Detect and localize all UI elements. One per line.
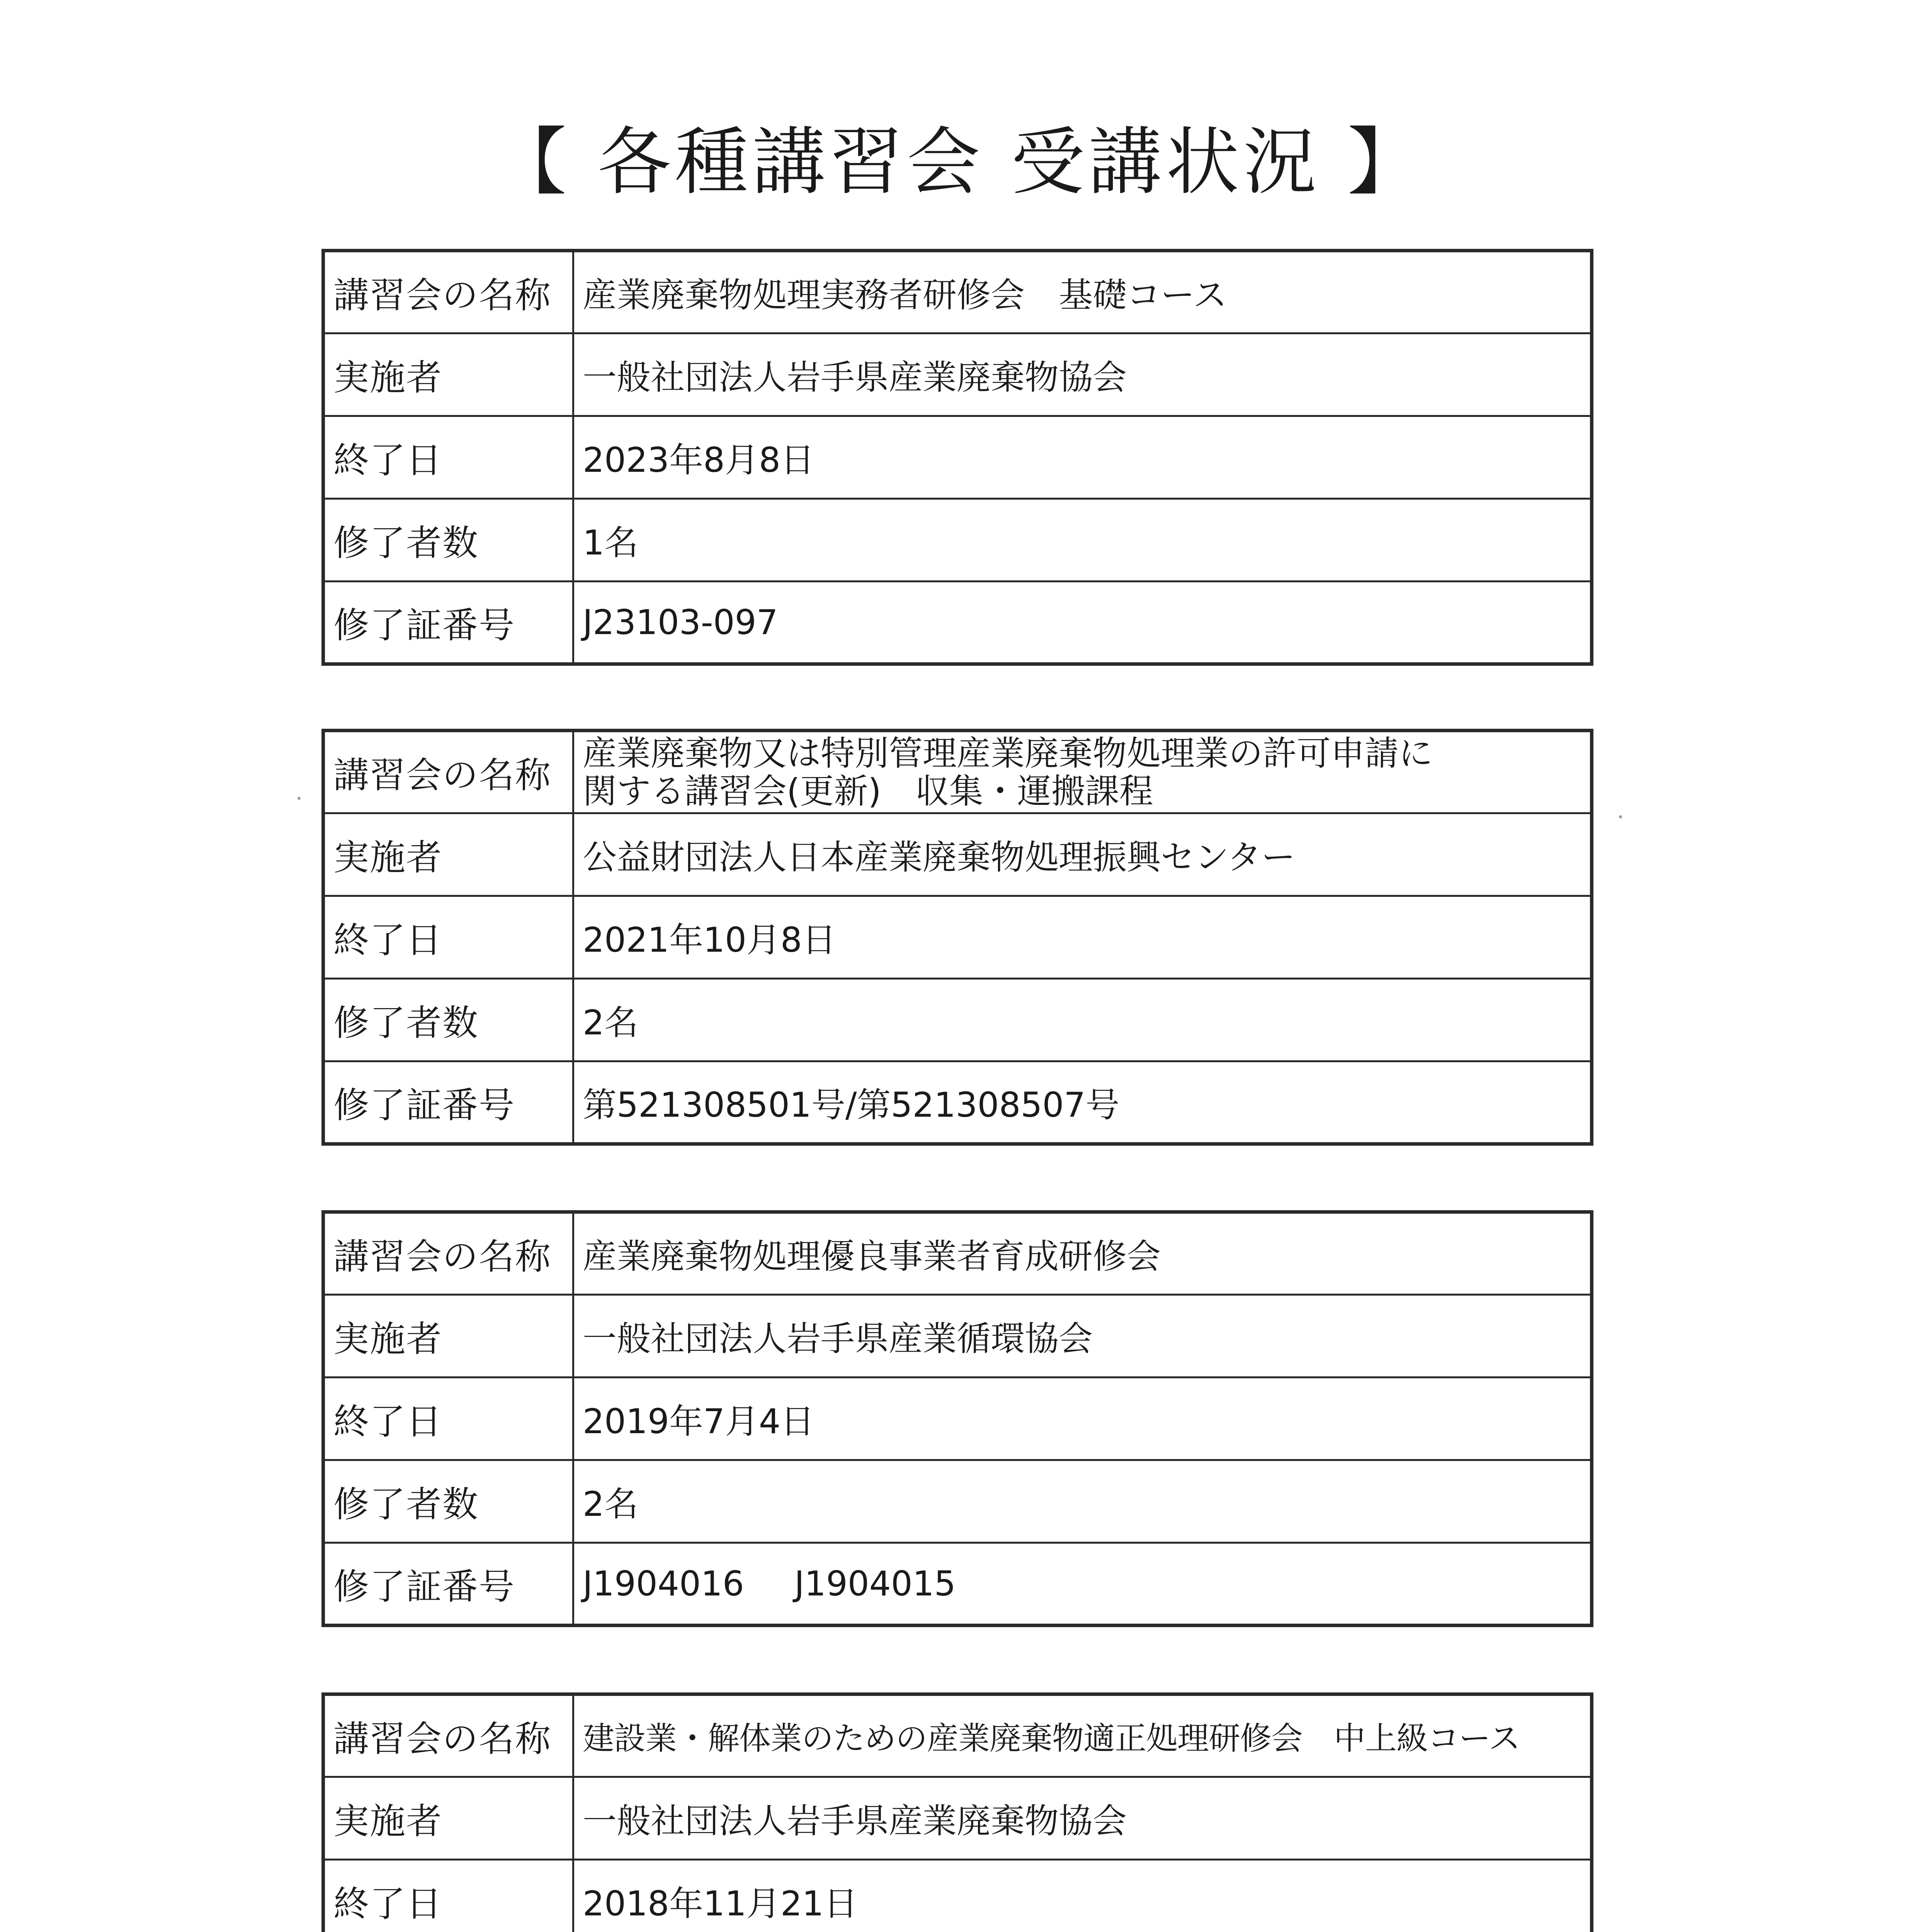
end-date-label: 終了日 (323, 1860, 573, 1932)
completers-value: 1名 (573, 499, 1592, 582)
organizer-value: 一般社団法人岩手県産業廃棄物協会 (573, 1777, 1592, 1860)
end-date-label: 終了日 (323, 416, 573, 499)
scan-speck (1619, 815, 1622, 818)
end-date-label: 終了日 (323, 896, 573, 979)
title-close-bracket: 】 (1347, 119, 1425, 205)
completers-value: 2名 (573, 979, 1592, 1061)
completers-label: 修了者数 (323, 499, 573, 582)
completers-label: 修了者数 (323, 1460, 573, 1543)
table-row (323, 251, 1592, 333)
table-row (323, 1378, 1592, 1460)
certificate-number: J1904016 (583, 1564, 744, 1604)
title-text: 各種講習会 受講状況 (597, 119, 1321, 205)
table-row (323, 1543, 1592, 1626)
organizer-value: 一般社団法人岩手県産業循環協会 (573, 1295, 1592, 1378)
course-name-value: 産業廃棄物処理実務者研修会 基礎コース (573, 251, 1592, 333)
course-name-line: 関する講習会(更新) 収集・運搬課程 (583, 771, 1153, 811)
course-table-4 (321, 1692, 1593, 1932)
certificate-value (573, 1543, 1592, 1626)
certificate-label: 修了証番号 (323, 1543, 573, 1626)
course-name-value: 産業廃棄物処理優良事業者育成研修会 (573, 1212, 1592, 1295)
title-open-bracket: 【 (493, 119, 571, 205)
certificate-label: 修了証番号 (323, 1061, 573, 1144)
end-date-value: 2018年11月21日 (573, 1860, 1592, 1932)
table-row (323, 1860, 1592, 1932)
table-row (323, 1212, 1592, 1295)
course-name-value (573, 731, 1592, 813)
certificate-value (573, 1061, 1592, 1144)
table-row (323, 979, 1592, 1061)
end-date-value: 2021年10月8日 (573, 896, 1592, 979)
organizer-value: 公益財団法人日本産業廃棄物処理振興センター (573, 813, 1592, 896)
table-row (323, 416, 1592, 499)
organizer-label: 実施者 (323, 1777, 573, 1860)
page-title (0, 112, 1918, 213)
completers-value: 2名 (573, 1460, 1592, 1543)
certificate-label: 修了証番号 (323, 582, 573, 664)
course-name-value: 建設業・解体業のための産業廃棄物適正処理研修会 中上級コース (573, 1694, 1592, 1777)
end-date-value: 2019年7月4日 (573, 1378, 1592, 1460)
course-table-3 (321, 1210, 1593, 1627)
organizer-label: 実施者 (323, 333, 573, 416)
table-row (323, 896, 1592, 979)
course-name-label: 講習会の名称 (323, 731, 573, 813)
organizer-label: 実施者 (323, 1295, 573, 1378)
table-row (323, 499, 1592, 582)
table-row (323, 1694, 1592, 1777)
table-row (323, 1061, 1592, 1144)
organizer-value: 一般社団法人岩手県産業廃棄物協会 (573, 333, 1592, 416)
course-name-label: 講習会の名称 (323, 1212, 573, 1295)
certificate-value (573, 582, 1592, 664)
course-table-2 (321, 729, 1593, 1146)
table-row (323, 1295, 1592, 1378)
course-table-1 (321, 249, 1593, 666)
certificate-number: J23103-097 (583, 602, 778, 642)
course-name-line: 産業廃棄物又は特別管理産業廃棄物処理業の許可申請に (583, 733, 1433, 773)
scan-speck (298, 797, 301, 800)
course-name-label: 講習会の名称 (323, 1694, 573, 1777)
end-date-value: 2023年8月8日 (573, 416, 1592, 499)
table-row (323, 1777, 1592, 1860)
table-row (323, 333, 1592, 416)
end-date-label: 終了日 (323, 1378, 573, 1460)
organizer-label: 実施者 (323, 813, 573, 896)
certificate-number: 第521308501号/第521308507号 (583, 1085, 1120, 1125)
course-name-label: 講習会の名称 (323, 251, 573, 333)
table-row (323, 1460, 1592, 1543)
completers-label: 修了者数 (323, 979, 573, 1061)
certificate-number: J1904015 (794, 1564, 956, 1604)
table-row (323, 582, 1592, 664)
table-row (323, 731, 1592, 813)
table-row (323, 813, 1592, 896)
